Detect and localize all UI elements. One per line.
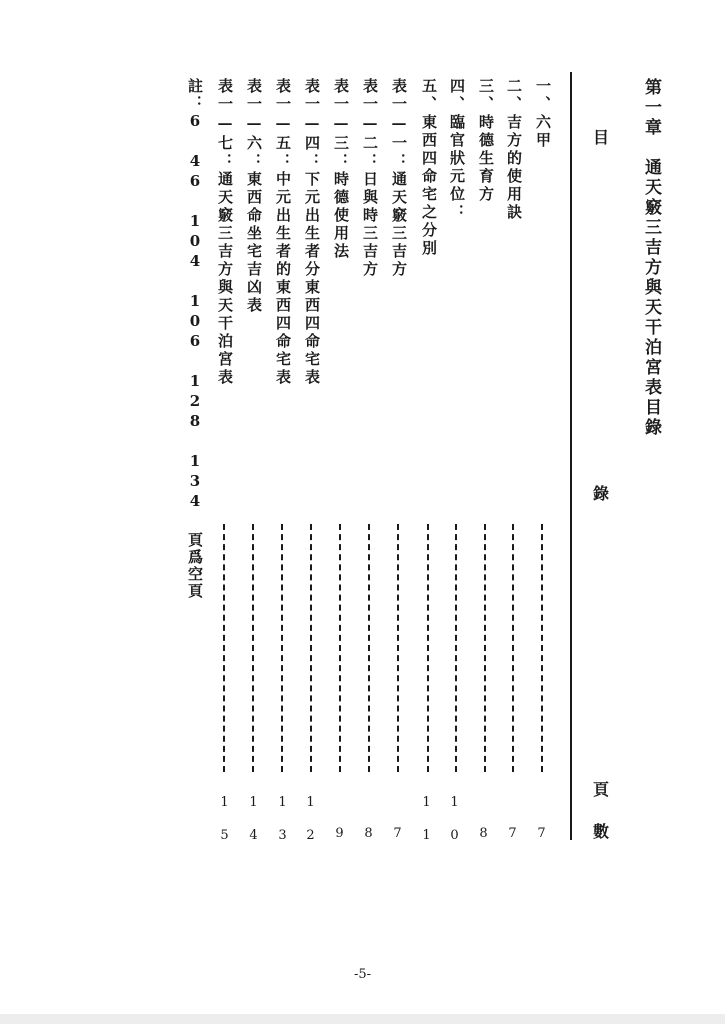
leader-line (310, 524, 312, 772)
toc-entry-page: 11 (419, 795, 434, 861)
toc-entry-title: 表一—三：時德使用法 (332, 78, 350, 261)
header-lu: 錄 (593, 484, 610, 503)
leader-line (368, 524, 370, 772)
toc-entry-title: 表一—二：日與時三吉方 (361, 78, 379, 279)
toc-entry-page: 13 (275, 795, 290, 861)
toc-entry-page: 7 (390, 826, 405, 859)
toc-entry-title: 表一—四：下元出生者分東西四命宅表 (303, 78, 321, 387)
toc-entry-page: 10 (447, 795, 462, 861)
leader-line (281, 524, 283, 772)
header-ye: 頁 (593, 780, 610, 799)
toc-entry-title: 三、時德生育方 (477, 78, 495, 204)
page-number-footer: -5- (353, 967, 372, 982)
toc-entry-page: 8 (476, 826, 491, 859)
toc-entry-page: 14 (246, 795, 261, 861)
toc-entry-title: 一、六甲 (534, 78, 552, 150)
toc-entry-page: 12 (303, 795, 318, 861)
toc-entry-page: 9 (332, 826, 347, 859)
toc-entry-title: 表一—五：中元出生者的東西四命宅表 (274, 78, 292, 387)
toc-entry-title: 四、臨官狀元位： (448, 78, 466, 222)
leader-line (397, 524, 399, 772)
header-shu: 數 (593, 822, 610, 841)
header-mu: 目 (593, 128, 610, 147)
chapter-title: 第一章 通天竅三吉方與天干泊宮表目錄 (641, 78, 661, 438)
leader-line (339, 524, 341, 772)
blank-pages-note: 註：6 46 104 106 128 134 頁爲空頁 (186, 78, 204, 600)
toc-entry-title: 五、東西四命宅之分別 (420, 78, 438, 258)
leader-line (455, 524, 457, 772)
toc-entry-page: 7 (534, 826, 549, 859)
toc-entry-title: 表一—一：通天竅三吉方 (390, 78, 408, 279)
toc-entry-page: 15 (217, 795, 232, 861)
header-divider (570, 72, 572, 840)
toc-entry-title: 二、吉方的使用訣 (505, 78, 523, 222)
leader-line (541, 524, 543, 772)
leader-line (427, 524, 429, 772)
toc-entry-title: 表一—六：東西命坐宅吉凶表 (245, 78, 263, 315)
leader-line (252, 524, 254, 772)
leader-line (223, 524, 225, 772)
toc-entry-page: 7 (505, 826, 520, 859)
bottom-bar (0, 1014, 725, 1024)
toc-entry-page: 8 (361, 826, 376, 859)
toc-entry-title: 表一—七：通天竅三吉方與天干泊宮表 (216, 78, 234, 387)
leader-line (512, 524, 514, 772)
leader-line (484, 524, 486, 772)
